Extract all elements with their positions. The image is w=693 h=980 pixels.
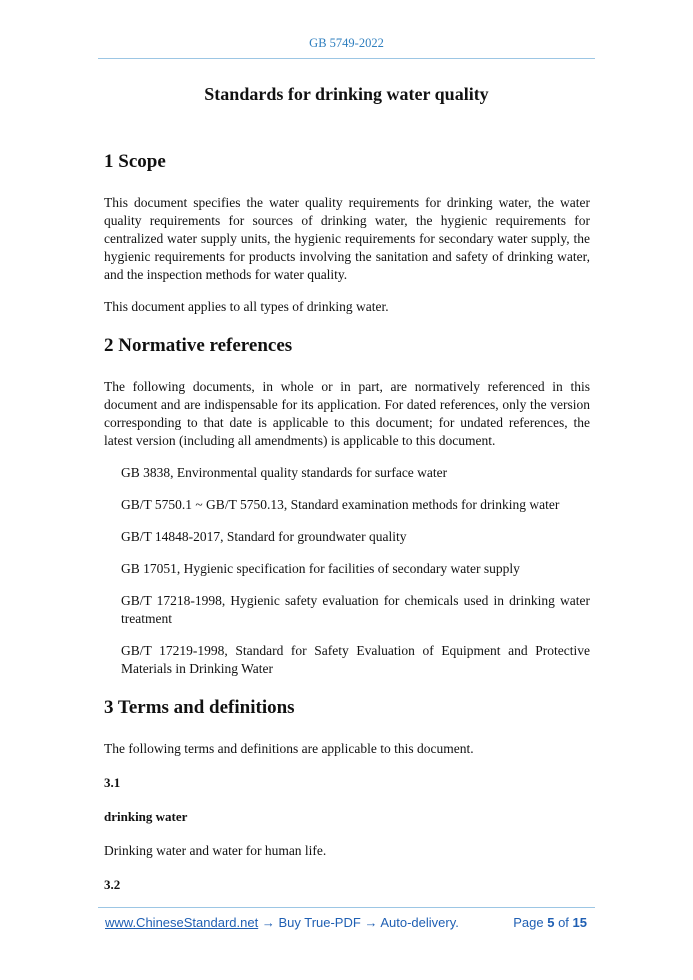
reference-item: GB 3838, Environmental quality standards for surface water [121, 465, 448, 480]
reference-item: GB/T 5750.1 ~ GB/T 5750.13, Standard examination methods for drinking water [121, 497, 560, 512]
website-link[interactable]: www.ChineseStandard.net [105, 915, 259, 930]
header-divider [98, 58, 595, 59]
term-number: 3.1 [104, 775, 121, 790]
reference-item: GB/T 17219-1998, Standard for Safety Evaluation of Equipment and Protective Materials in Drinking Water [121, 643, 590, 676]
footer-buy-text: Buy True-PDF [278, 915, 361, 930]
term-definition: Drinking water and water for human life. [104, 843, 327, 858]
section-heading-scope: 1 Scope [104, 151, 166, 172]
page-footer [105, 915, 587, 935]
terms-intro-paragraph: The following terms and definitions are applicable to this document. [104, 741, 474, 756]
arrow-right-icon: → [261, 915, 275, 930]
footer-promo [105, 915, 459, 930]
section-heading-normative-references: 2 Normative references [104, 335, 293, 356]
reference-item: GB/T 14848-2017, Standard for groundwater quality [121, 529, 407, 544]
document-body [104, 148, 590, 894]
section-heading-terms-definitions: 3 Terms and definitions [104, 697, 295, 718]
scope-paragraph-1: This document specifies the water quality requirements for drinking water, the water quality requirements for sources of drinking water, the hygienic requirements for centralized water supply units, the hygienic requirements for secondary water supply, the hygienic requirements for products involving the sanitation and safety of drinking water, and the inspection methods for water quality. [104, 195, 590, 282]
page-label: Page [513, 915, 544, 930]
reference-item: GB 17051, Hygienic specification for facilities of secondary water supply [121, 561, 520, 576]
footer-divider [98, 907, 595, 908]
reference-item: GB/T 17218-1998, Hygienic safety evaluation for chemicals used in drinking water treatment [121, 593, 590, 626]
term-number: 3.2 [104, 877, 121, 892]
of-label: of [558, 915, 569, 930]
header-standard-code: GB 5749-2022 [309, 36, 384, 50]
term-name: drinking water [104, 809, 188, 824]
normative-intro-paragraph: The following documents, in whole or in part, are normatively referenced in this document and are indispensable for its application. For dated references, only the version corresponding to that date is applicable to this document; for undated references, the latest version (including all amendments) is applicable to this document. [104, 379, 590, 448]
arrow-right-icon: → [364, 915, 378, 930]
total-pages-number: 15 [572, 915, 587, 930]
footer-delivery-text: Auto-delivery. [380, 915, 459, 930]
page-counter [513, 915, 587, 930]
document-title: Standards for drinking water quality [204, 84, 489, 104]
scope-paragraph-2: This document applies to all types of drinking water. [104, 299, 389, 314]
current-page-number: 5 [547, 915, 555, 930]
